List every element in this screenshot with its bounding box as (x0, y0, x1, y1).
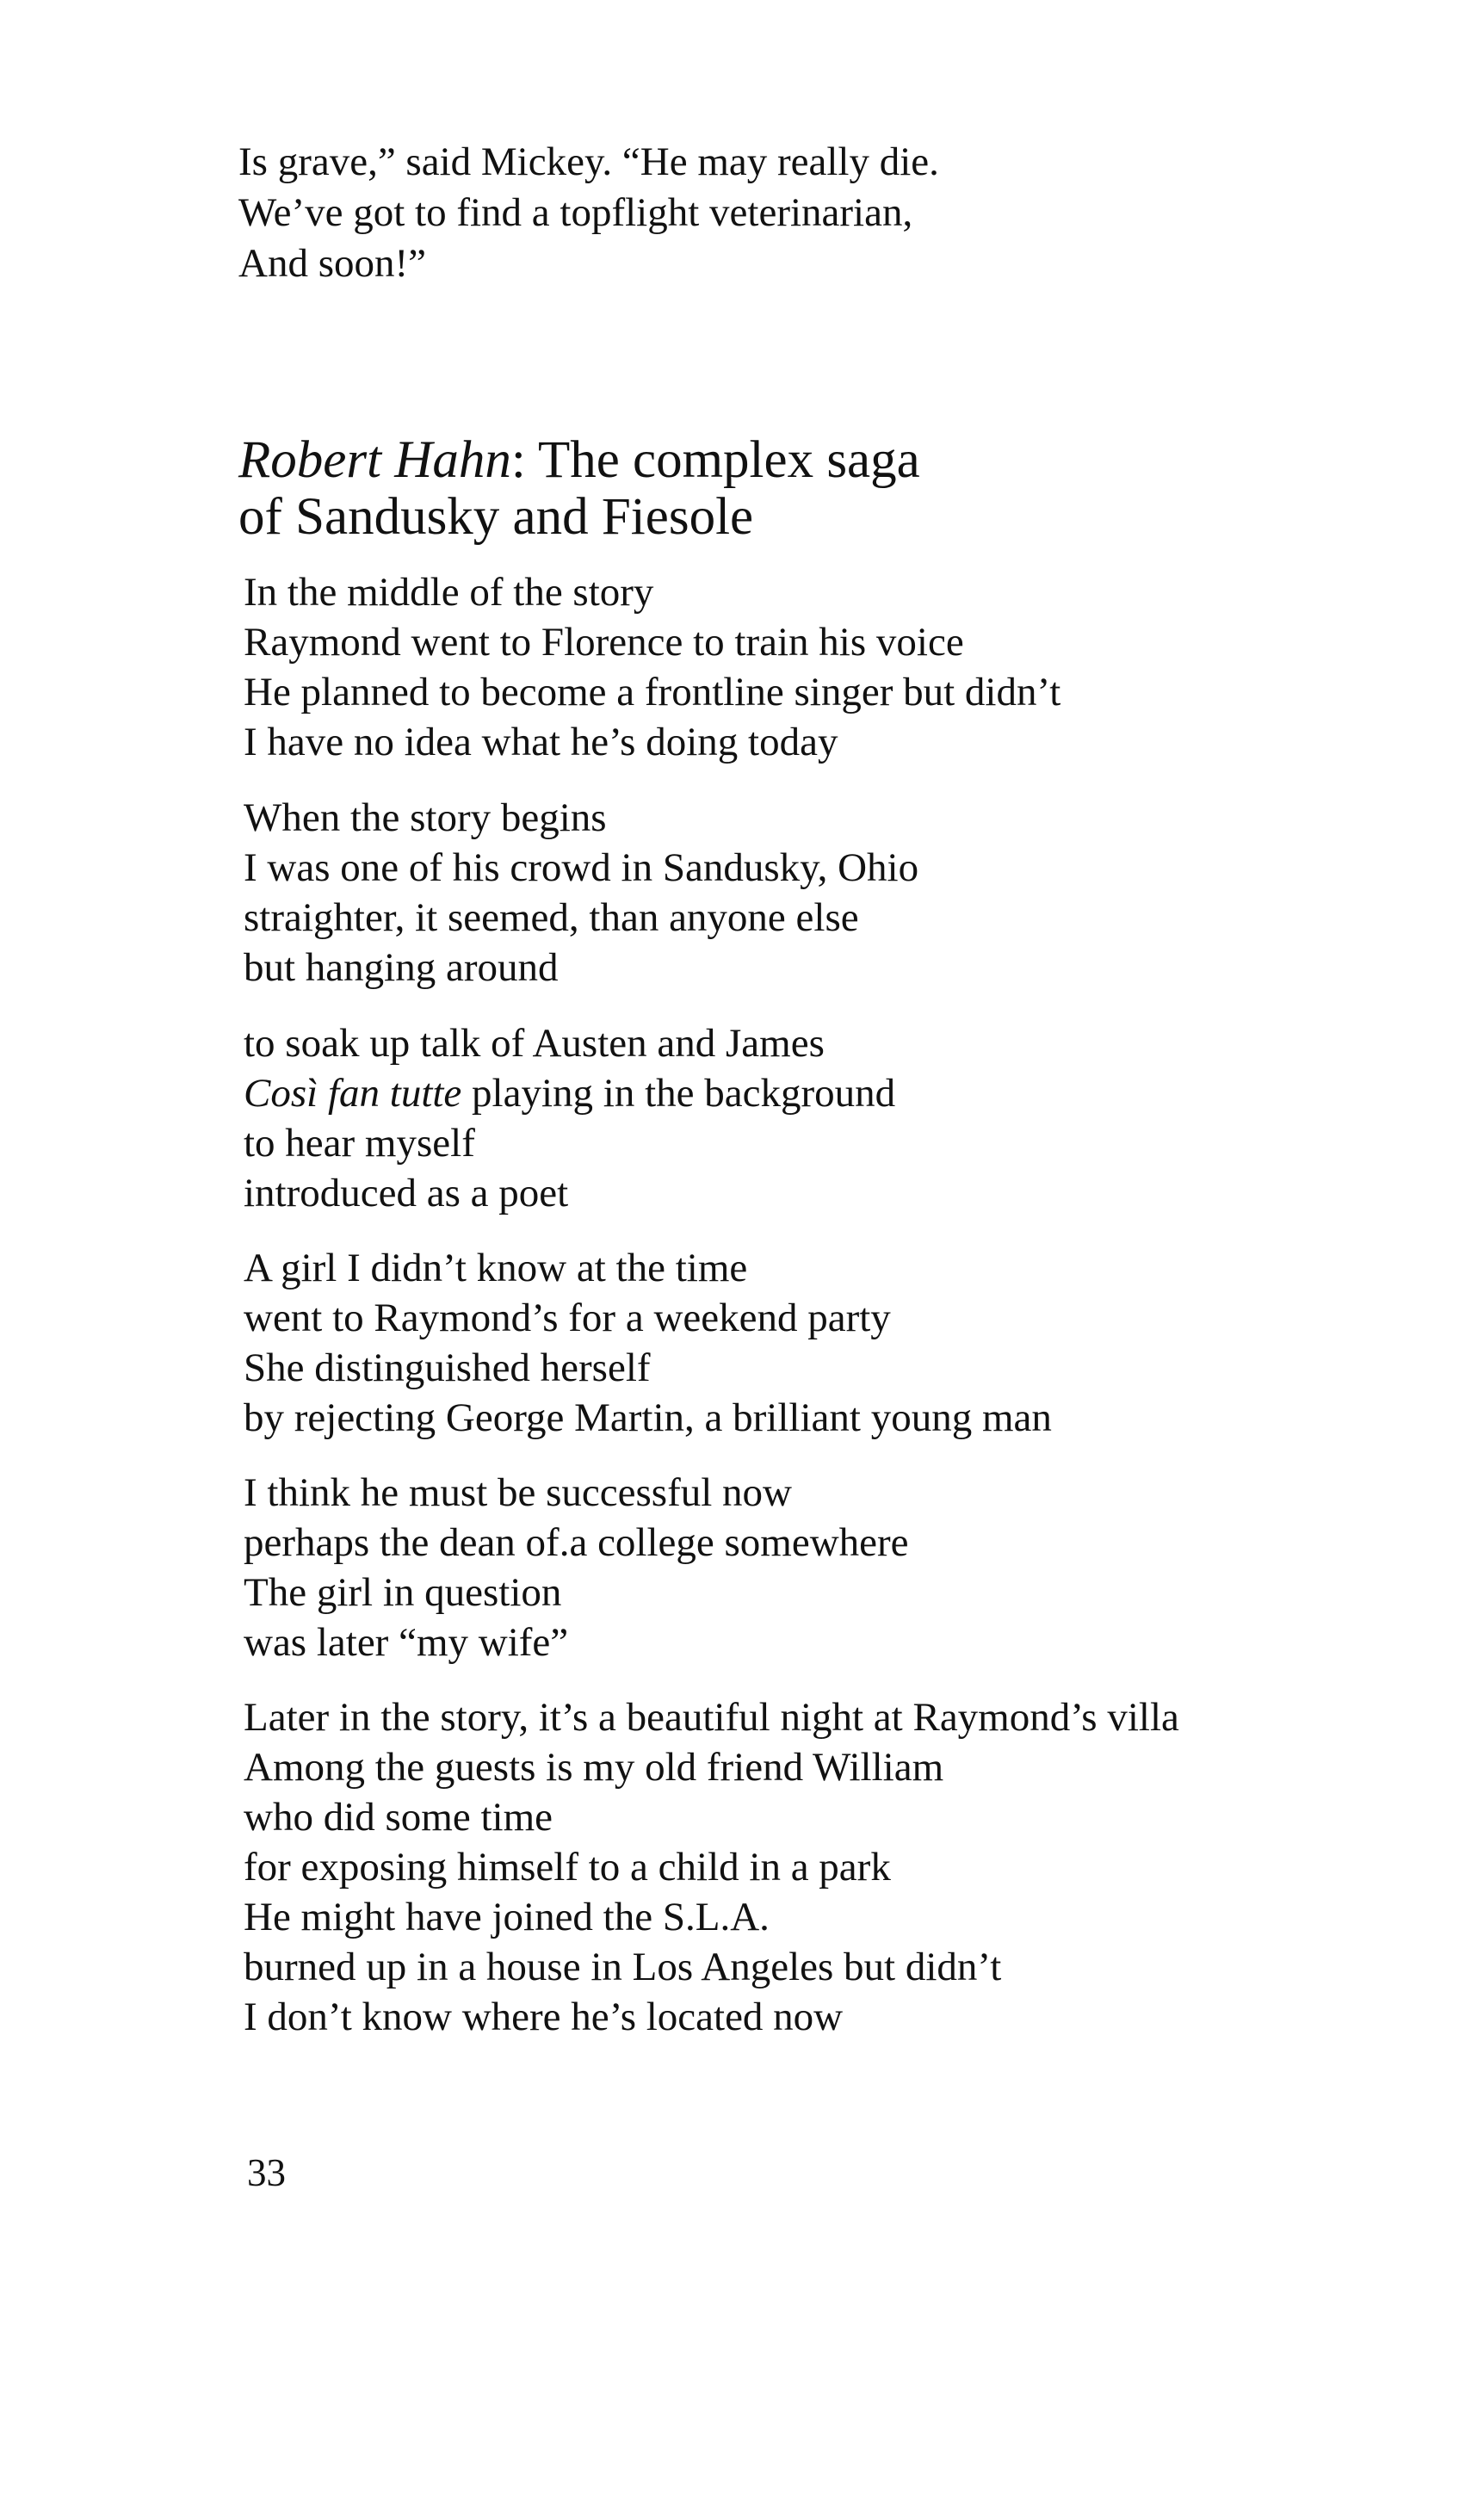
stanza-2 (244, 794, 918, 992)
poem-title (238, 432, 920, 546)
page-number: 33 (247, 2151, 286, 2194)
poem-title-line-1: Robert Hahn: The complex saga (238, 431, 920, 489)
poem-line: to hear myself (244, 1121, 475, 1166)
poem-line: Among the guests is my old friend William (244, 1745, 944, 1790)
stanza-6 (244, 1693, 1179, 2041)
opera-title: Così fan tutte (244, 1071, 462, 1116)
poem-line: When the story begins (244, 795, 607, 840)
poem-line: straighter, it seemed, than anyone else (244, 895, 859, 940)
poem-line: burned up in a house in Los Angeles but didn’t (244, 1945, 1002, 1989)
poem-line: I have no idea what he’s doing today (244, 720, 838, 764)
poem-title-line-2: of Sandusky and Fiesole (238, 488, 754, 546)
poem-line: was later “my wife” (244, 1620, 569, 1665)
poem-line: I don’t know where he’s located now (244, 1995, 844, 2039)
poem-line: He might have joined the S.L.A. (244, 1895, 770, 1939)
stanza-5 (244, 1469, 909, 1667)
poem-line: for exposing himself to a child in a park (244, 1845, 891, 1890)
poem-title-text-1: The complex saga (537, 431, 920, 489)
poem-line: perhaps the dean of.a college somewhere (244, 1520, 909, 1565)
poem-line: Raymond went to Florence to train his voice (244, 620, 964, 665)
poem-line: I think he must be successful now (244, 1470, 793, 1515)
poem-line: He planned to become a frontline singer but didn’t (244, 670, 1061, 714)
poem-author: Robert Hahn (238, 431, 511, 489)
poem-line-rest: playing in the background (472, 1071, 896, 1116)
poem-line: to soak up talk of Austen and James (244, 1021, 825, 1066)
poem-line: I was one of his crowd in Sandusky, Ohio (244, 845, 919, 890)
poem-line: went to Raymond’s for a weekend party (244, 1296, 891, 1340)
previous-poem-ending (238, 138, 939, 288)
poem-line (244, 1069, 895, 1117)
poem-line: introduced as a poet (244, 1171, 569, 1215)
poem-line: Later in the story, it’s a beautiful night at Raymond’s villa (244, 1695, 1179, 1740)
poem-line: She distinguished herself (244, 1345, 651, 1390)
poem-line: The girl in question (244, 1570, 562, 1615)
poem-line: but hanging around (244, 945, 559, 990)
poem-line: Is grave,” said Mickey. “He may really die. (238, 139, 939, 184)
poem-line: We’ve got to find a topflight veterinarian, (238, 190, 913, 235)
poem-line: A girl I didn’t know at the time (244, 1246, 748, 1290)
stanza-1 (244, 568, 1060, 766)
poem-line: who did some time (244, 1795, 553, 1840)
poem-line: by rejecting George Martin, a brilliant young man (244, 1395, 1052, 1440)
stanza-4 (244, 1244, 1052, 1442)
stanza-3 (244, 1019, 895, 1217)
poem-line: And soon!” (238, 241, 426, 286)
poem-line: In the middle of the story (244, 570, 654, 615)
